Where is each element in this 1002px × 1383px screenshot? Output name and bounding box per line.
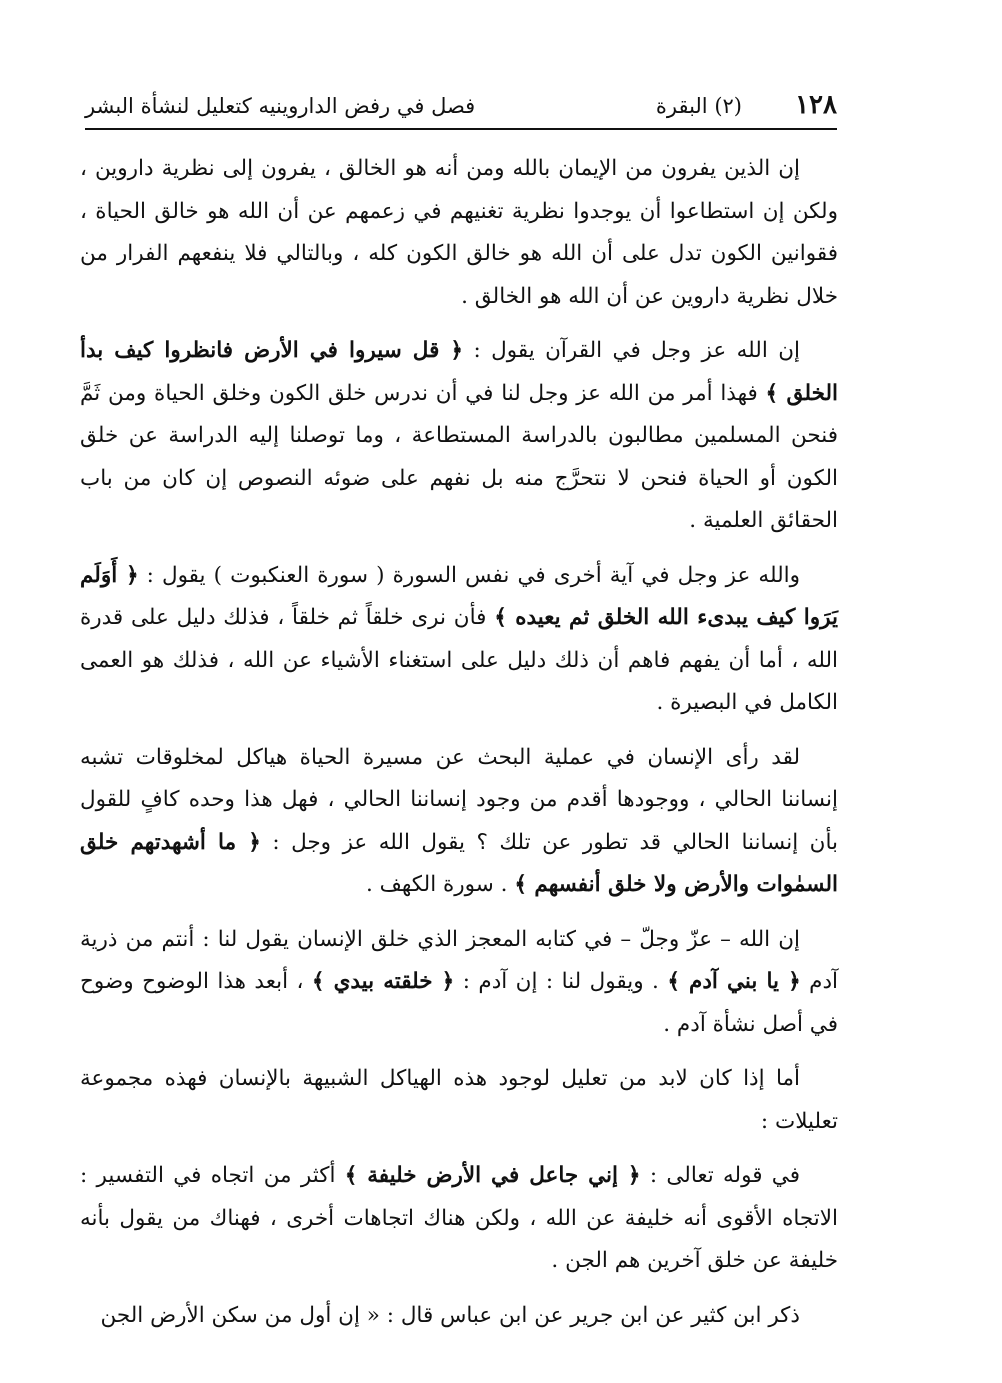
paragraph-3 [80,555,838,725]
paragraph-text: . ويقول لنا : إن آدم : [454,969,668,994]
paragraph-4 [80,737,838,907]
quran-verse: ﴿ يا بني آدم ﴾ [667,969,801,994]
paragraph-text: فهذا أمر من الله عز وجل لنا في أن ندرس خلق الكون وخلق الحياة ومن ثَمَّ فنحن المسلمين مطالبون بالدراسة المستطاعة ، وما توصلنا إليه الدراسة عن خلق الكون أو الحياة فنحن لا نتحرَّج منه بل نفهم على ضوئه النصوص إن كان من باب الحقائق العلمية . [80,380,838,533]
quran-verse: ﴿ قل سيروا في الأرض فانظروا كيف بدأ الخلق ﴾ [80,338,838,406]
page-number: ١٢٨ [795,90,837,120]
quran-verse: ﴿ إني جاعل في الأرض خليفة ﴾ [344,1163,641,1188]
page-body [80,148,838,1337]
paragraph-1: إن الذين يفرون من الإيمان بالله ومن أنه هو الخالق ، يفرون إلى نظرية داروين ، ولكن إن استطاعوا أن يوجدوا نظرية تغنيهم في زعمهم عن أن الله هو خالق الحياة ، فقوانين الكون تدل على أن الله هو خالق الكون كله ، وبالتالي فلا ينفعهم الفرار من خلال نظرية داروين عن أن الله هو الخالق . [80,156,838,309]
paragraph-2 [80,330,838,543]
surah-label: (٢) البقرة [655,94,742,118]
page-header [85,88,837,130]
paragraph-6: أما إذا كان لابد من تعليل لوجود هذه الهياكل الشبيهة بالإنسان فهذه مجموعة تعليلات : [80,1066,838,1134]
paragraph-text: فأن نرى خلقاً ثم خلقاً ، فذلك دليل على قدرة الله ، أما أن يفهم فاهم أن ذلك دليل على استغناء الأشياء عن الله ، فذلك هو العمى الكامل في البصيرة . [80,605,838,715]
paragraph-text: والله عز وجل في آية أخرى في نفس السورة ( سورة العنكبوت ) يقول : [138,562,800,588]
quran-verse: ﴿ خلقته بيدي ﴾ [311,969,455,994]
paragraph-text: . سورة الكهف . [365,872,515,897]
chapter-title: فصل في رفض الداروينيه كتعليل لنشأة البشر [85,94,476,118]
paragraph-7 [80,1155,838,1283]
paragraph-text: إن الله – عزّ وجلّ – في كتابه المعجز الذي خلق الإنسان يقول لنا : أنتم من ذرية آدم [80,926,838,994]
quran-verse: ﴿ أَوَلَم يَرَوا كيف يبدىء الله الخلق ثم يعيده ﴾ [80,562,838,630]
paragraph-8: ذكر ابن كثير عن ابن جرير عن ابن عباس قال : « إن أول من سكن الأرض الجن [100,1302,800,1328]
paragraph-text: لقد رأى الإنسان في عملية البحث عن مسيرة الحياة هياكل لمخلوقات تشبه إنساننا الحالي ، ووجودها أقدم من وجود إنساننا الحالي ، فهل هذا وحده كافٍ للقول بأن إنساننا الحالي قد تطور عن تلك ؟ يقول الله عز وجل : [80,744,838,855]
paragraph-text: أكثر من اتجاه في التفسير : الاتجاه الأقوى أنه خليفة عن الله ، ولكن هناك اتجاهات أخرى ، فهناك من يقول بأنه خليفة عن خلق آخرين هم الجن . [80,1163,838,1273]
quran-verse: ﴿ ما أشهدتهم خلق السمٰوات والأرض ولا خلق أنفسهم ﴾ [80,829,838,897]
paragraph-text: إن الله عز وجل في القرآن يقول : [463,338,800,363]
paragraph-text: في قوله تعالى : [640,1163,800,1188]
paragraph-text: ، أبعد هذا الوضوح وضوح في أصل نشأة آدم . [80,969,838,1037]
paragraph-5 [80,919,838,1047]
